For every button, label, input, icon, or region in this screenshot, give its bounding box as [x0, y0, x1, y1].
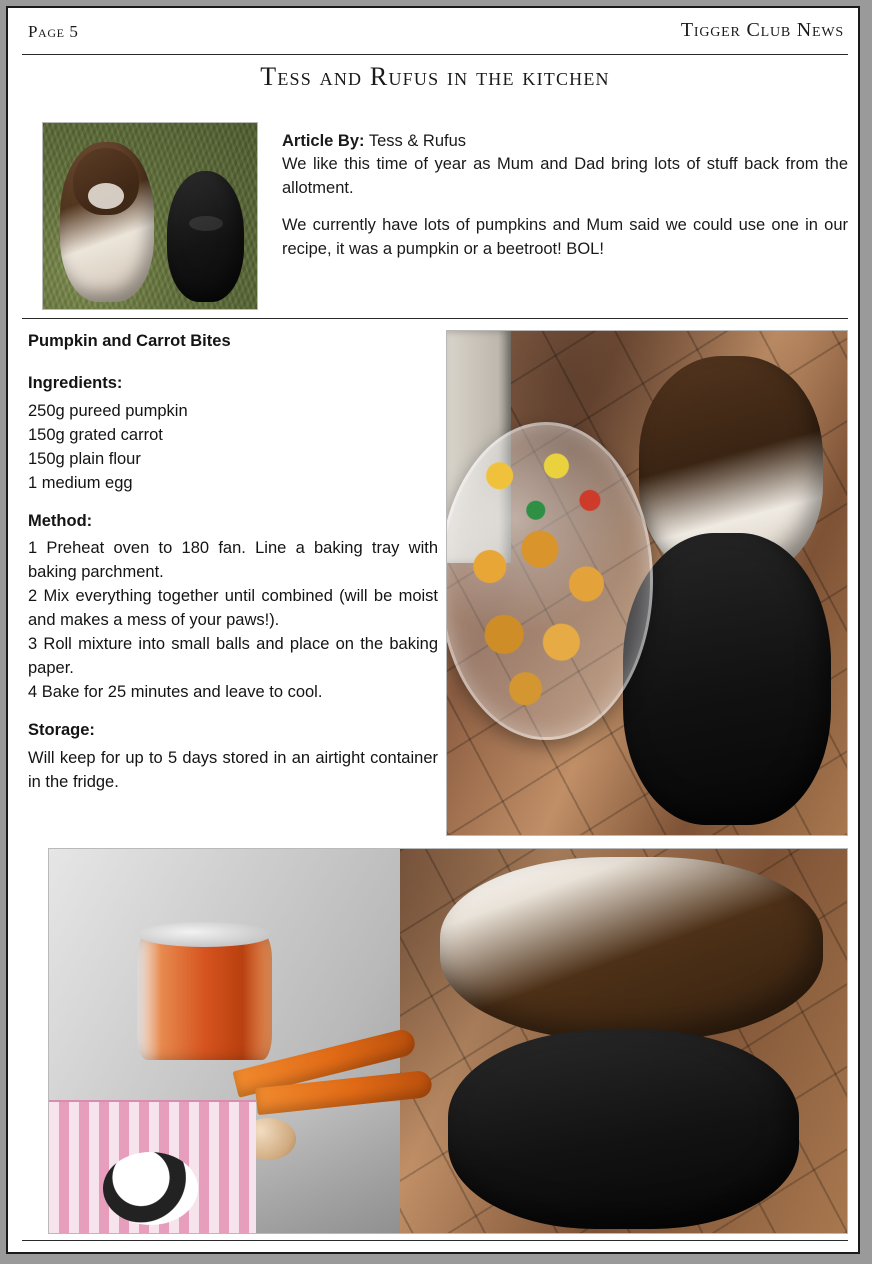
page-content	[22, 18, 848, 1242]
intro-text	[282, 130, 848, 275]
method-list	[28, 537, 438, 704]
header-divider	[22, 54, 848, 55]
brown-spaniel-shape	[60, 142, 154, 302]
intro-photo	[42, 122, 258, 310]
treat-bowl-shape	[447, 422, 653, 740]
byline-paragraph	[282, 130, 848, 200]
storage-text: Will keep for up to 5 days stored in an airtight container in the fridge.	[28, 748, 438, 791]
brown-spaniel-shape	[440, 857, 823, 1041]
intro-divider	[22, 318, 848, 319]
publication-title: Tigger Club News	[680, 19, 844, 41]
list-item: 3 Roll mixture into small balls and place on the baking paper.	[28, 635, 438, 678]
recipe-title: Pumpkin and Carrot Bites	[28, 332, 231, 350]
footer-divider	[22, 1240, 848, 1241]
intro-paragraph-1: We like this time of year as Mum and Dad bring lots of stuff back from the allotment.	[282, 155, 848, 197]
storage-heading: Storage:	[28, 720, 95, 739]
ingredients-list	[28, 400, 438, 496]
packaging-shape	[49, 1100, 256, 1233]
list-item: 250g pureed pumpkin	[28, 401, 188, 420]
kitchen-photo	[446, 330, 848, 836]
list-item: 1 medium egg	[28, 473, 133, 492]
byline-label: Article By:	[282, 132, 365, 150]
black-spaniel-shape	[448, 1030, 799, 1230]
ingredients-heading: Ingredients:	[28, 373, 123, 392]
black-spaniel-shape	[623, 533, 831, 825]
byline-authors: Tess & Rufus	[368, 132, 467, 150]
recipe-text-column	[28, 330, 438, 795]
newsletter-page	[6, 6, 860, 1254]
ingredients-photo	[48, 848, 848, 1234]
method-heading: Method:	[28, 511, 93, 530]
list-item: 150g plain flour	[28, 449, 141, 468]
pumpkin-can-shape	[137, 933, 273, 1060]
article-title: Tess and Rufus in the kitchen	[260, 62, 610, 91]
black-spaniel-shape	[167, 171, 244, 301]
intro-section	[22, 116, 848, 312]
page-number-label: Page 5	[28, 22, 79, 41]
list-item: 150g grated carrot	[28, 425, 163, 444]
list-item: 4 Bake for 25 minutes and leave to cool.	[28, 682, 323, 701]
list-item: 1 Preheat oven to 180 fan. Line a baking tray with baking parchment.	[28, 539, 438, 582]
page-header	[22, 18, 848, 52]
list-item: 2 Mix everything together until combined (will be moist and makes a mess of your paws!).	[28, 587, 438, 630]
intro-paragraph-2: We currently have lots of pumpkins and Mum said we could use one in our recipe, it was a pumpkin or a beetroot! BOL!	[282, 216, 848, 258]
